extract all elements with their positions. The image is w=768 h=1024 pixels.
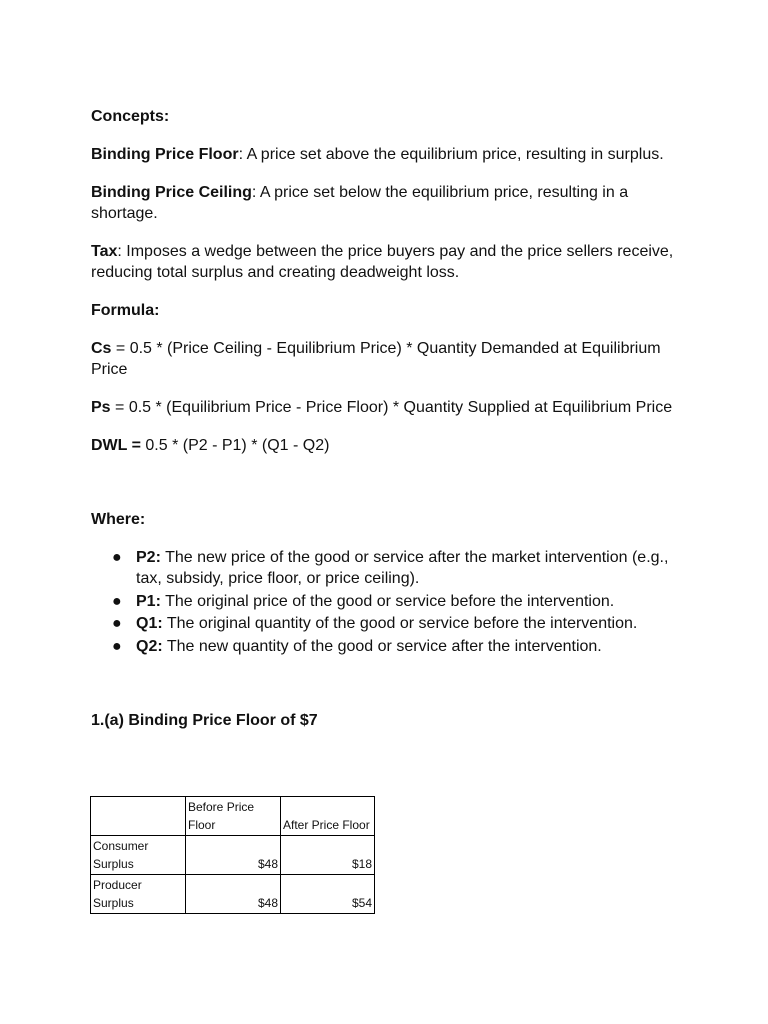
list-item-term: Q2: bbox=[136, 637, 163, 655]
before-value: $48 bbox=[186, 875, 281, 914]
document-body bbox=[91, 106, 691, 731]
before-value: $48 bbox=[186, 836, 281, 875]
list-item-text: The original quantity of the good or service before the intervention. bbox=[162, 615, 638, 632]
cs-text: = 0.5 * (Price Ceiling - Equilibrium Price) * Quantity Demanded at Equilibrium Price bbox=[91, 340, 661, 378]
bullet-icon: ● bbox=[112, 549, 122, 566]
ps-formula bbox=[91, 397, 691, 418]
price-ceiling-definition bbox=[91, 182, 691, 224]
list-item-text: The new quantity of the good or service after the intervention. bbox=[162, 637, 602, 655]
surplus-table bbox=[90, 796, 375, 914]
dwl-formula bbox=[91, 435, 691, 456]
variable-list bbox=[91, 547, 691, 657]
after-value: $18 bbox=[281, 836, 375, 875]
price-floor-term: Binding Price Floor bbox=[91, 146, 239, 163]
after-value: $54 bbox=[281, 875, 375, 914]
section-title: 1.(a) Binding Price Floor of $7 bbox=[91, 711, 318, 729]
table-row bbox=[91, 836, 375, 875]
bullet-icon: ● bbox=[112, 592, 122, 610]
table-row bbox=[91, 875, 375, 914]
tax-term: Tax bbox=[91, 243, 118, 260]
list-item-text: The new price of the good or service after the market intervention (e.g., tax, subsidy, price floor, or price ceiling). bbox=[136, 549, 669, 587]
dwl-text: 0.5 * (P2 - P1) * (Q1 - Q2) bbox=[140, 437, 330, 454]
list-item-term: Q1: bbox=[136, 615, 163, 632]
price-ceiling-text: : A price set below the equilibrium price, resulting in a shortage. bbox=[91, 184, 629, 222]
row-label: Consumer Surplus bbox=[91, 836, 186, 875]
cs-formula bbox=[91, 338, 691, 380]
dwl-term: DWL = bbox=[91, 437, 141, 454]
row-label: Producer Surplus bbox=[91, 875, 186, 914]
list-item bbox=[91, 636, 691, 657]
table-header-cell: After Price Floor bbox=[281, 797, 375, 836]
list-item bbox=[91, 547, 691, 589]
list-item-term: P2: bbox=[136, 549, 161, 566]
ps-text: = 0.5 * (Equilibrium Price - Price Floor) * Quantity Supplied at Equilibrium Price bbox=[110, 399, 673, 416]
concepts-heading: Concepts: bbox=[91, 108, 170, 125]
list-item-text: The original price of the good or service before the intervention. bbox=[160, 592, 615, 610]
table-header-row bbox=[91, 797, 375, 836]
table-header-cell bbox=[91, 797, 186, 836]
bullet-icon: ● bbox=[112, 637, 122, 655]
list-item-term: P1: bbox=[136, 592, 161, 610]
price-ceiling-term: Binding Price Ceiling bbox=[91, 184, 252, 201]
formula-heading: Formula: bbox=[91, 302, 160, 319]
list-item bbox=[91, 613, 691, 634]
cs-term: Cs bbox=[91, 340, 112, 357]
table-header-cell: Before Price Floor bbox=[186, 797, 281, 836]
ps-term: Ps bbox=[91, 399, 111, 416]
where-heading: Where: bbox=[91, 511, 146, 528]
price-floor-definition bbox=[91, 144, 691, 165]
tax-definition bbox=[91, 241, 691, 283]
price-floor-text: : A price set above the equilibrium price, resulting in surplus. bbox=[238, 146, 664, 163]
tax-text: : Imposes a wedge between the price buyers pay and the price sellers receive, reducing total surplus and creating deadweight loss. bbox=[91, 243, 674, 281]
bullet-icon: ● bbox=[112, 615, 122, 632]
list-item bbox=[91, 591, 691, 612]
